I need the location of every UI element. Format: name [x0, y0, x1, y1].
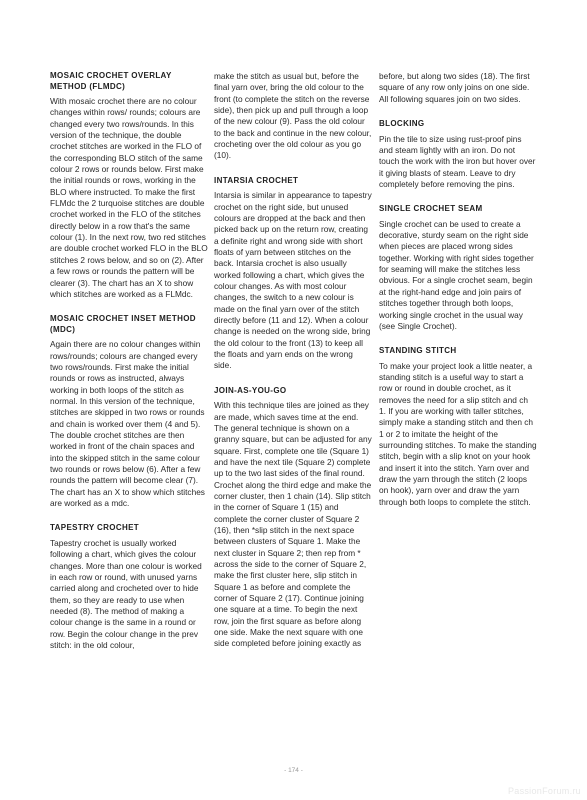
section-body: before, but along two sides (18). The first square of any row only joins on one side. All following squares join on two sides.	[379, 71, 530, 104]
section-body: make the stitch as usual but, before the final yarn over, bring the old colour to the front (to complete the stitch on the reverse side), then pick up and pull through a loop of the new colour (9). Pass the old colour to the back and continue in the new colour, crocheting over the old colour as you go (10).	[214, 71, 372, 161]
section-tapestry-continued	[214, 71, 372, 162]
section-standing-stitch	[379, 346, 537, 508]
section-join-as-you-go	[214, 386, 372, 650]
section-heading: SINGLE CROCHET SEAM	[379, 204, 483, 214]
section-mosaic-inset	[50, 314, 208, 509]
section-body: With this technique tiles are joined as they are made, which saves time at the end. The general technique is shown on a granny square, but can be adjusted for any square. First, complete one tile (Square 1) and have the next tile (Square 2) complete up to the two last sides of the final round. Crochet along the third edge and make the corner cluster, then 1 chain (14). Slip stitch in the corner of Square 1 (15) and complete the corner cluster of Square 2 (16), then *slip stitch in the next space between clusters of Square 1. Make the next cluster in Square 2; then rep from * across the side to the corner of Square 2, make the first cluster here, slip stitch in Square 1 as before and complete the corner of Square 2 (17). Continue joining one square at a time. To begin the next row, join the first square as before along one side. Make the next square with one side completed before joining exactly as	[214, 400, 372, 649]
section-heading: MOSAIC CROCHET OVERLAY METHOD (FLMDC)	[50, 71, 172, 91]
section-join-continued	[379, 71, 537, 105]
section-heading: TAPESTRY CROCHET	[50, 523, 140, 533]
section-heading: JOIN-AS-YOU-GO	[214, 385, 287, 395]
section-body: To make your project look a little neater, a standing stitch is a useful way to start a row or round in double crochet, as it removes the need for a slip stitch and ch 1. If you are working with taller stitches, simply make a standing stitch and then ch 1 or 2 to imitate the height of the surrounding stitches. To make the standing stitch, begin with a slip knot on your hook and insert it into the stitch. Yarn over and draw the yarn through the stitch (2 loops on hook), yarn over and draw the yarn through both loops to complete the stitch.	[379, 360, 537, 507]
watermark: PassionForum.ru	[507, 786, 581, 796]
column-3	[379, 71, 537, 522]
column-2	[214, 71, 372, 664]
section-heading: INTARSIA CROCHET	[214, 175, 299, 185]
section-heading: STANDING STITCH	[379, 346, 457, 356]
section-mosaic-overlay	[50, 71, 208, 300]
section-body: Pin the tile to size using rust-proof pins and steam lightly with an iron. Do not touch the work with the iron but hover over it giving blasts of steam. Leave to dry completely before removing the pins.	[379, 133, 536, 189]
section-body: With mosaic crochet there are no colour changes within rows/ rounds; colours are changed every two rows/rounds. In this version of the technique, the double crochet stitches are worked in the FLO of the corresponding BLO stitch of the same colour 2 rows or rounds below. First make the initial rounds or rows, working in the BLO where instructed. To make the first FLMdc the 2 turquoise stitches are double crochet worked in the FLO of the stitches directly below in a row that's the same colour (1). In the next row, two red stitches are double crochet worked FLO in the BLO stitches 2 rows below, and so on (2). After a few rows or rounds the pattern will be clearer (3). The chart has an X to show which stitches are worked as a FLMdc.	[50, 96, 208, 299]
section-body: Tapestry crochet is usually worked following a chart, which gives the colour changes. More than one colour is worked in each row or round, with unused yarns carried along and crocheted over to hide them, so they are ready to use when needed (8). The method of making a colour change is the same in a round or row. Begin the colour change in the prev stitch: in the old colour,	[50, 537, 202, 650]
page-number: - 174 -	[284, 767, 303, 774]
section-blocking	[379, 119, 537, 190]
section-tapestry	[50, 523, 208, 651]
section-single-crochet-seam	[379, 204, 537, 332]
section-heading: BLOCKING	[379, 119, 425, 129]
column-1	[50, 71, 208, 665]
section-heading: MOSAIC CROCHET INSET METHOD (MDC)	[50, 314, 196, 334]
section-intarsia	[214, 176, 372, 372]
section-body: Intarsia is similar in appearance to tapestry crochet on the right side, but unused colours are dropped at the back and then picked back up on the return row, creating a definite right and wrong side with short floats of yarn between stitches on the back. Intarsia crochet is also usually worked following a chart, which gives the colour changes. As with most colour changes, the switch to a new colour is made on the final yarn over of the stitch directly before (11 and 12). When a colour change is needed on the wrong side, bring the old colour to the front (13) to keep all the floats and yarn ends on the wrong side.	[214, 190, 372, 371]
section-body: Single crochet can be used to create a decorative, sturdy seam on the right side when pieces are placed wrong sides together. Working with right sides together for seaming will make the stitches less obvious. For a single crochet seam, begin at the right-hand edge and join pairs of stitches together through both loops, working single crochet in the usual way (see Single Crochet).	[379, 218, 534, 331]
section-body: Again there are no colour changes within rows/rounds; colours are changed every two rows/rounds. First make the initial rounds or rows as instructed, always working in both loops of the stitch as normal. In this version of the technique, stitches are skipped in two rows or rounds and chain is worked over them (4 and 5). The double crochet stitches are then worked in front of the chain spaces and into the skipped stitch in the same colour two rounds or rows below (6). After a few rounds the pattern will become clear (7). The chart has an X to show which stitches are worked as a mdc.	[50, 339, 205, 508]
